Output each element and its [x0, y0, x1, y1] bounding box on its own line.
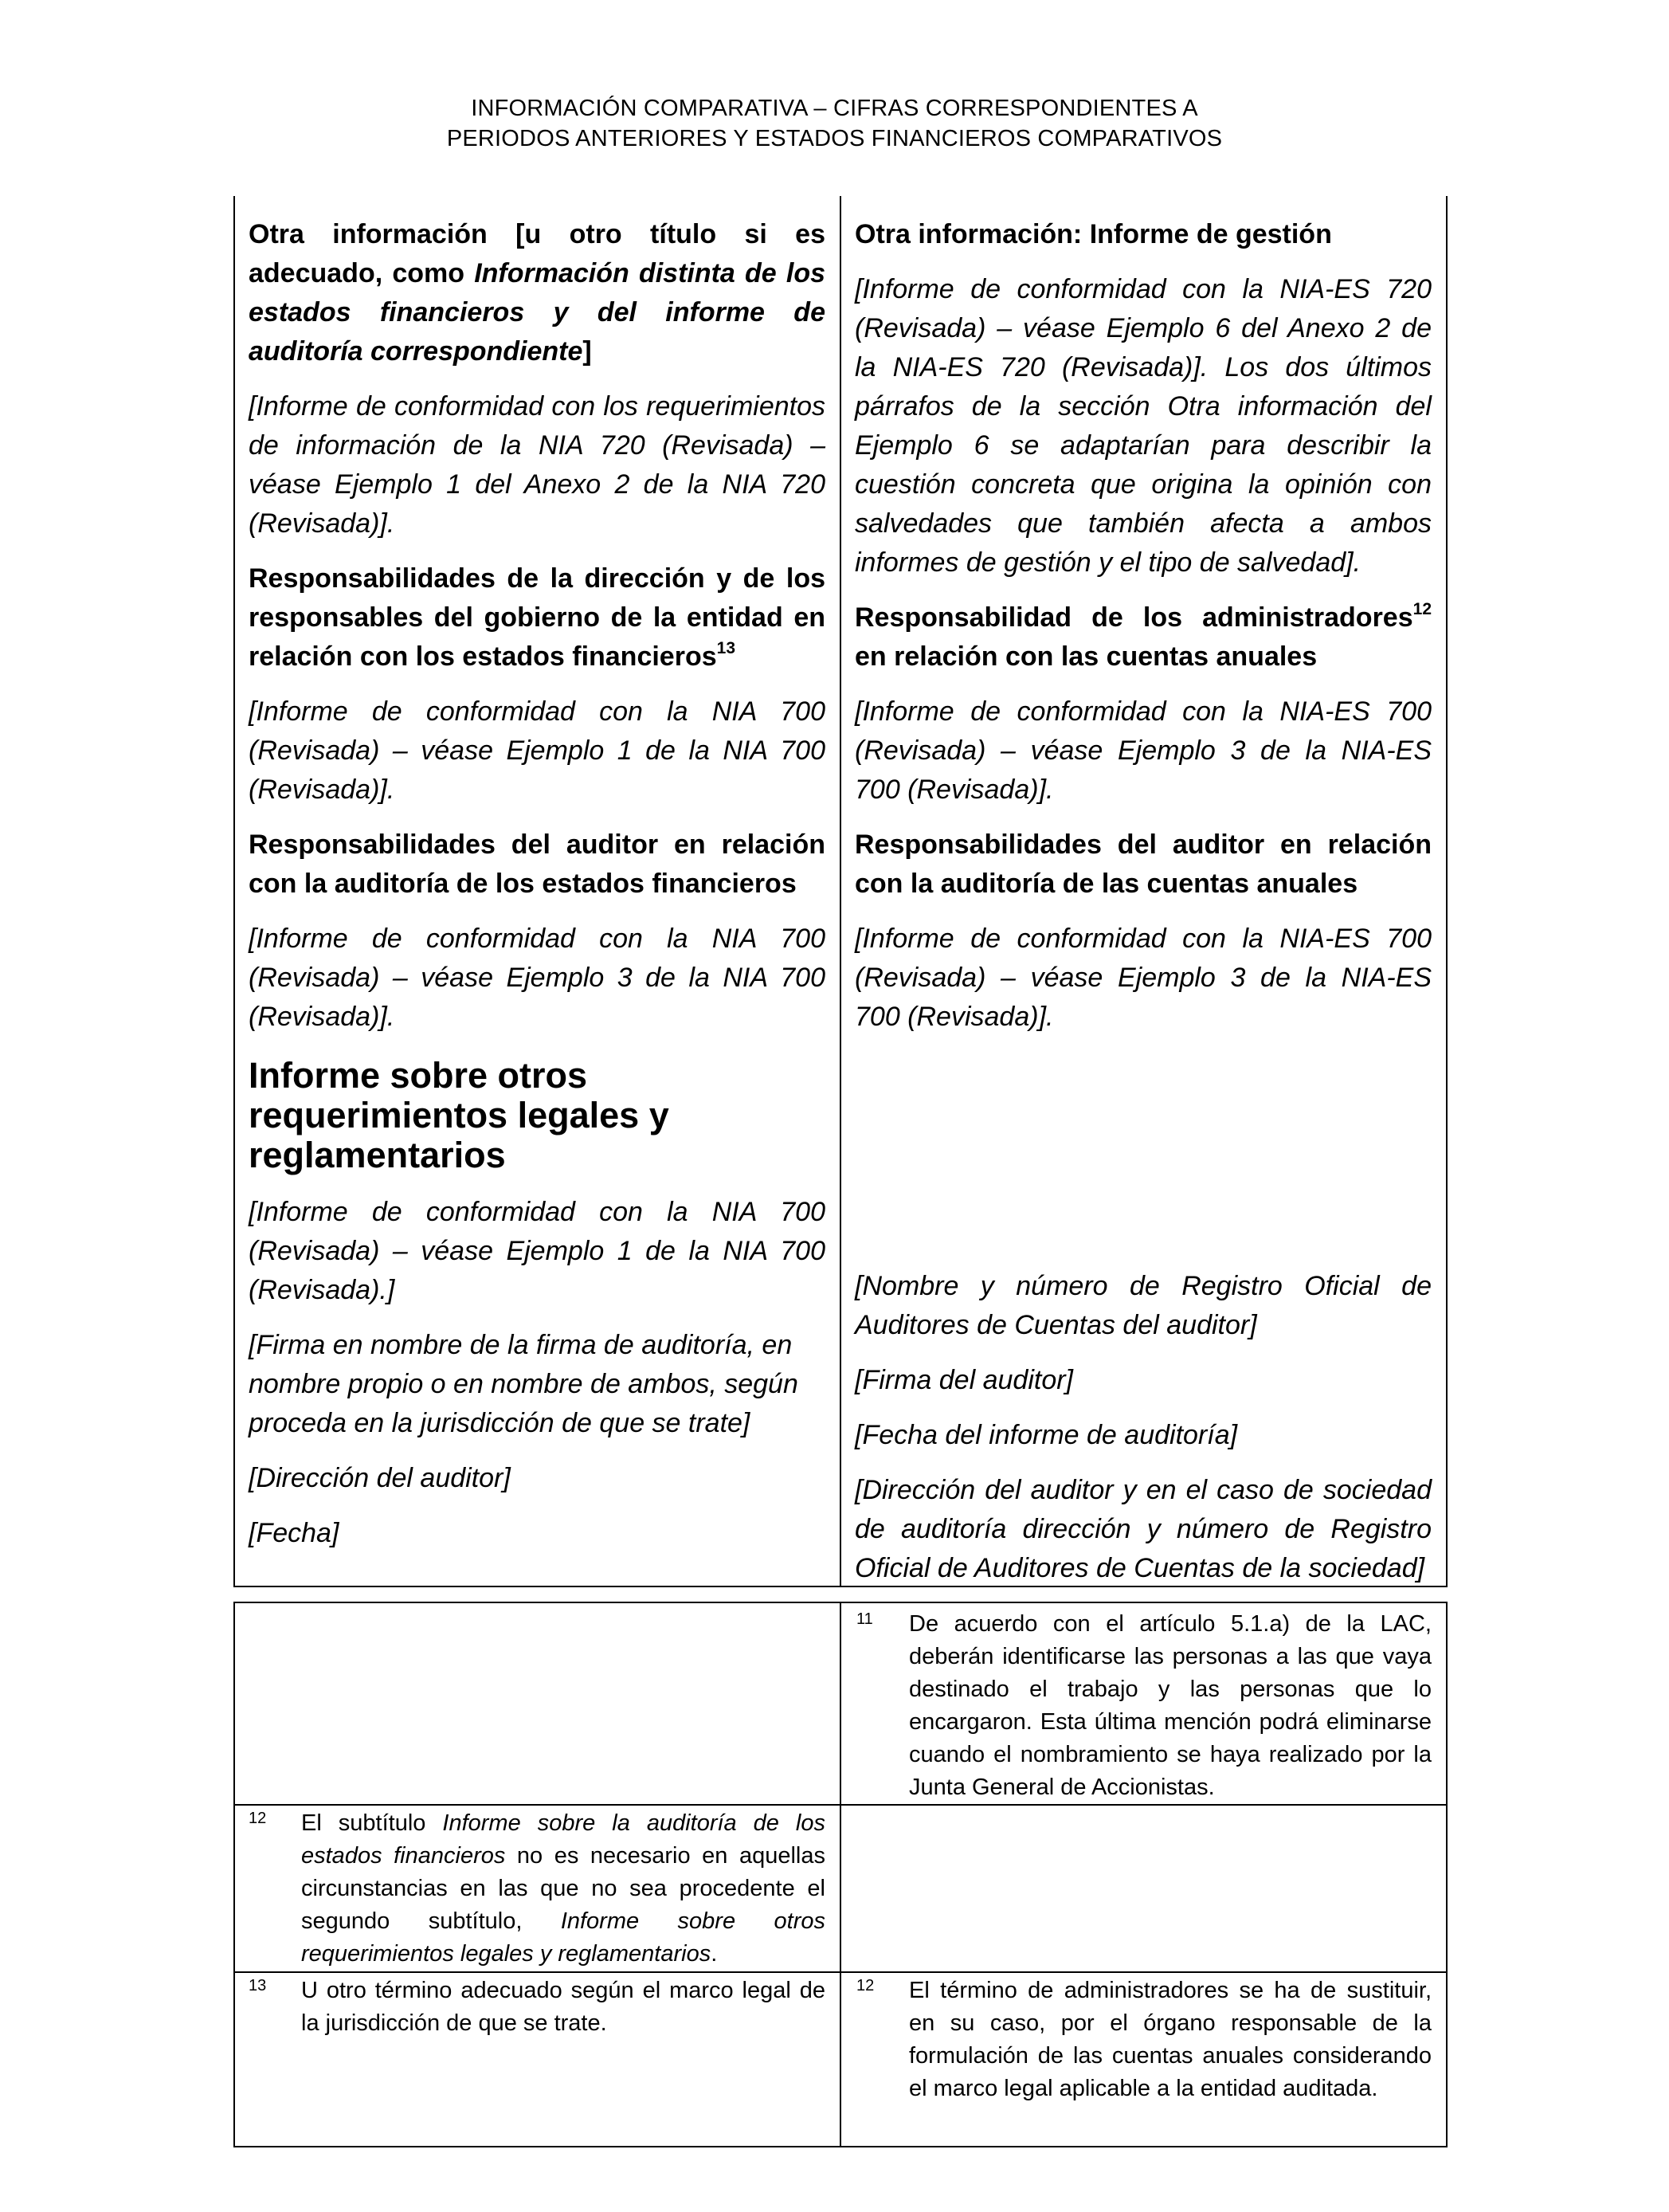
right-nombre-registro: [Nombre y número de Registro Oficial de Auditores de Cuentas del auditor] — [855, 1271, 1432, 1340]
footnote-left-12 — [249, 1807, 825, 1971]
footnote-number: 12 — [856, 1977, 875, 1994]
right-resp-administradores-title: Responsabilidad de los administradores$^{12}$ en relación con las cuentas anuales — [855, 599, 1432, 672]
left-otros-requerimientos-body: [Informe de conformidad con la NIA 700 (Revisada) – véase Ejemplo 1 de la NIA 700 (Revisada).] — [249, 1197, 825, 1305]
footnote-left-13 — [249, 1975, 825, 2040]
right-resp-administradores-body: [Informe de conformidad con la NIA-ES 700 (Revisada) – véase Ejemplo 3 de la NIA-ES 700 (Revisada)]. — [855, 696, 1432, 805]
left-resp-auditor-title: Responsabilidades del auditor en relación con la auditoría de los estados financieros — [249, 830, 825, 899]
footnote-table-center-border — [840, 1602, 841, 2147]
left-fecha: [Fecha] — [249, 1518, 339, 1548]
right-column — [855, 215, 1432, 1053]
left-column — [249, 215, 825, 1569]
right-direccion: [Dirección del auditor y en el caso de sociedad de auditoría dirección y número de Registro Oficial de Auditores de Cuentas de la sociedad] — [855, 1475, 1432, 1583]
left-otros-requerimientos-heading: Informe sobre otros requerimientos legales y reglamentarios — [249, 1055, 669, 1175]
main-table-right-border — [1446, 196, 1448, 1587]
left-otra-info-title: Otra información [u otro título si es adecuado, como Información distinta de los estados financieros y del informe de auditoría correspondiente] — [249, 219, 826, 367]
footnote-text: El subtítulo Informe sobre la auditoría de los estados financieros no es necesario en aquellas circunstancias en las que no sea procedente el segundo subtítulo, Informe sobre otros requerimientos legales y reglamentarios. — [301, 1810, 825, 1967]
right-firma: [Firma del auditor] — [855, 1365, 1073, 1395]
footnote-text: De acuerdo con el artículo 5.1.a) de la LAC, deberán identificarse las personas a las que vaya destinado el trabajo y las personas que lo encargaron. Esta última mención podrá eliminarse cuando el nombramiento se haya realizado por la Junta General de Accionistas. — [909, 1611, 1432, 1800]
footnote-ref-12: 12 — [1412, 599, 1432, 618]
footnote-ref-13: 13 — [716, 638, 735, 657]
right-fecha: [Fecha del informe de auditoría] — [855, 1420, 1238, 1450]
right-resp-auditor-body: [Informe de conformidad con la NIA-ES 700 (Revisada) – véase Ejemplo 3 de la NIA-ES 700 (Revisada)]. — [855, 924, 1432, 1032]
left-resp-auditor-body: [Informe de conformidad con la NIA 700 (Revisada) – véase Ejemplo 3 de la NIA 700 (Revisada)]. — [249, 924, 825, 1032]
right-signature-block — [855, 1267, 1432, 1604]
footnote-number: 13 — [249, 1977, 267, 1994]
left-direccion: [Dirección del auditor] — [249, 1463, 511, 1493]
footnote-number: 11 — [856, 1610, 873, 1628]
footnote-table-left-border — [233, 1602, 235, 2147]
footnote-table-right-border — [1446, 1602, 1448, 2147]
left-resp-direccion-body: [Informe de conformidad con la NIA 700 (Revisada) – véase Ejemplo 1 de la NIA 700 (Revisada)]. — [249, 696, 825, 805]
page-header-line-1: INFORMACIÓN COMPARATIVA – CIFRAS CORRESPONDIENTES A — [471, 96, 1198, 121]
footnote-text: U otro término adecuado según el marco legal de la jurisdicción de que se trate. — [301, 1978, 825, 2036]
footnote-right-11 — [856, 1608, 1432, 1804]
left-otra-info-body: [Informe de conformidad con los requerimientos de información de la NIA 720 (Revisada) – véase Ejemplo 1 del Anexo 2 de la NIA 720 (Revisada)]. — [249, 391, 825, 539]
left-resp-direccion-title: Responsabilidades de la dirección y de los responsables del gobierno de la entidad en relación con los estados financieros$^{13}$ — [249, 563, 825, 672]
right-otra-info-body: [Informe de conformidad con la NIA-ES 720 (Revisada) – véase Ejemplo 6 del Anexo 2 de la NIA-ES 720 (Revisada)]. Los dos últimos párrafos de la sección Otra información del Ejemplo 6 se adaptarían para describir la cuestión concreta que origina la opinión con salvedades que también afecta a ambos informes de gestión y el tipo de salvedad]. — [855, 274, 1432, 578]
footnote-number: 12 — [249, 1810, 267, 1827]
left-firma: [Firma en nombre de la firma de auditoría, en nombre propio o en nombre de ambos, según proceda en la jurisdicción de que se trate] — [249, 1330, 798, 1438]
footnote-text: El término de administradores se ha de sustituir, en su caso, por el órgano responsable de la formulación de las cuentas anuales considerando el marco legal aplicable a la entidad auditada. — [909, 1978, 1432, 2101]
main-table-left-border — [233, 196, 235, 1587]
page-header-line-2: PERIODOS ANTERIORES Y ESTADOS FINANCIEROS COMPARATIVOS — [446, 126, 1223, 151]
main-table-center-border — [840, 196, 841, 1587]
right-resp-auditor-title: Responsabilidades del auditor en relación con la auditoría de las cuentas anuales — [855, 830, 1432, 899]
right-otra-info-title: Otra información: Informe de gestión — [855, 219, 1332, 249]
footnote-right-12 — [856, 1975, 1432, 2105]
